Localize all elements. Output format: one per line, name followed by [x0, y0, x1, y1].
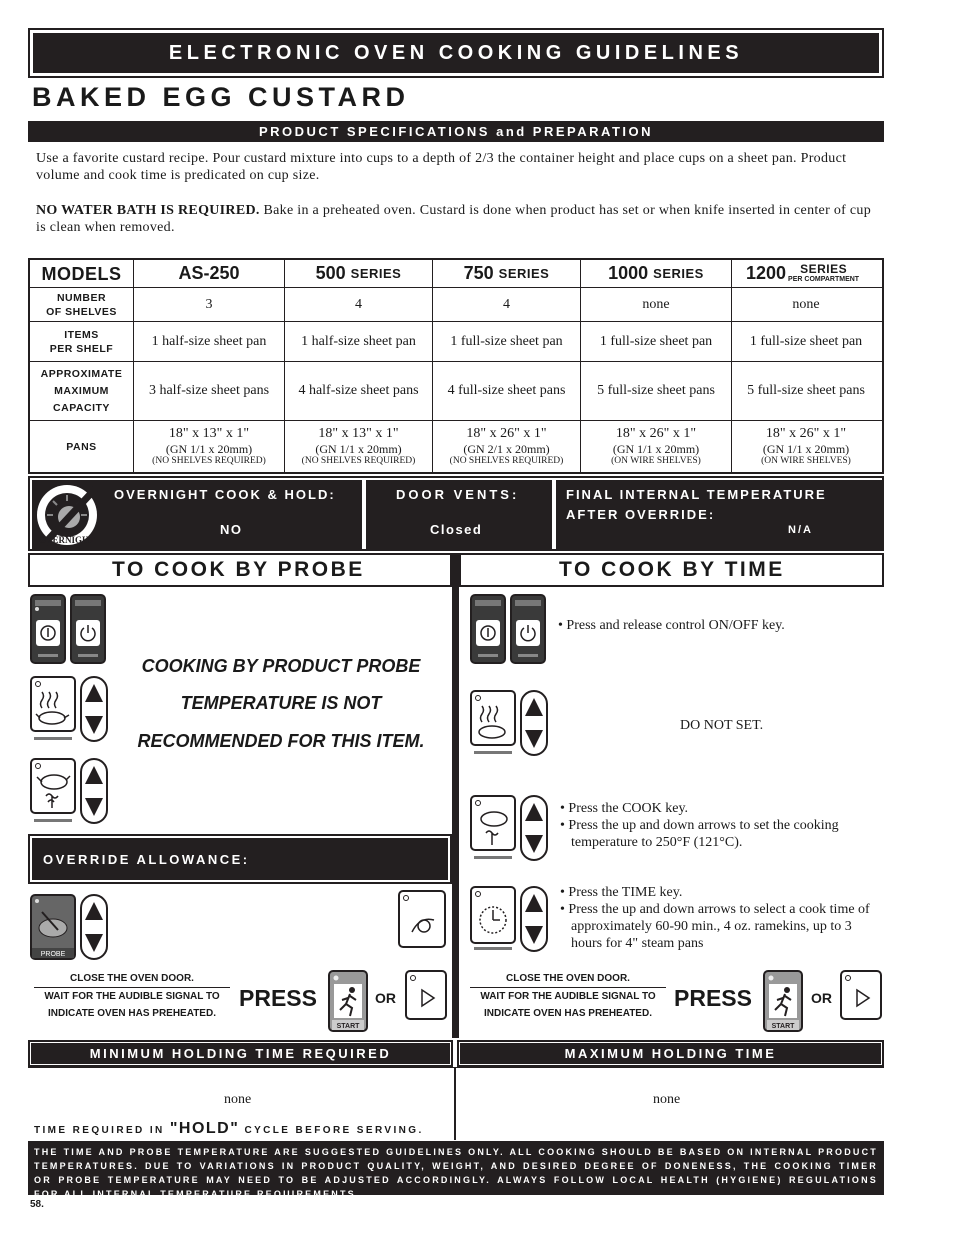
power-on-icon [470, 594, 506, 664]
table-cell: 1 full-size sheet pan [580, 322, 731, 361]
overnight-cook-hold-label: OVERNIGHT COOK & HOLD: [114, 487, 336, 502]
time-step-3: • Press the COOK key. • Press the up and down arrows to set the cooking temperature to 250°F (121°C). [560, 801, 839, 850]
override-allowance-box [28, 834, 452, 884]
models-table [28, 258, 884, 474]
model-header-750: 750 SERIES [432, 260, 580, 287]
guidelines-banner [28, 28, 884, 78]
svg-text:PROBE: PROBE [40, 951, 66, 958]
time-cook-arrows [520, 795, 548, 861]
probe-message-3: RECOMMENDED FOR THIS ITEM. [137, 731, 425, 751]
table-cell: 1 full-size sheet pan [731, 322, 880, 361]
time-play-button[interactable] [840, 970, 882, 1020]
probe-retherm-arrows [80, 676, 108, 742]
down-arrow-icon [85, 716, 103, 734]
play-icon [407, 972, 445, 1018]
table-cell: 5 full-size sheet pans [731, 362, 880, 420]
table-cell: 1 half-size sheet pan [133, 322, 284, 361]
banner-text: ELECTRONIC OVEN COOKING GUIDELINES [33, 33, 879, 73]
rethermalize-icon [30, 676, 76, 732]
final-temp-label-2: AFTER OVERRIDE: [566, 507, 716, 522]
time-press-label: PRESS [674, 985, 752, 1011]
models-label: MODELS [41, 263, 122, 284]
probe-or-label: OR [375, 990, 396, 1006]
table-cell: 4 half-size sheet pans [284, 362, 432, 420]
table-cell: 3 [133, 288, 284, 321]
time-timer-arrows [520, 886, 548, 952]
probe-message-1: COOKING BY PRODUCT PROBE [141, 656, 421, 676]
table-row-capacity [30, 361, 882, 420]
probe-start-button[interactable] [328, 970, 368, 1032]
no-water-bath-note: NO WATER BATH IS REQUIRED. [36, 203, 260, 218]
hold-rule [28, 1067, 884, 1068]
overnight-cook-hold-box [32, 480, 362, 549]
start-runner-icon [765, 972, 801, 1030]
door-vents-box [366, 480, 552, 549]
power-off-icon [510, 594, 546, 664]
door-vents-label: DOOR VENTS: [396, 487, 520, 502]
table-cell: 18" x 13" x 1" (GN 1/1 x 20mm) (NO SHELVES REQUIRED) [133, 421, 284, 472]
table-cell: 18" x 26" x 1" (GN 2/1 x 20mm) (NO SHELVES REQUIRED) [432, 421, 580, 472]
svg-text:START: START [771, 1023, 795, 1030]
thermometer-icon [398, 890, 446, 948]
max-holding-label: MAXIMUM HOLDING TIME [460, 1043, 881, 1064]
table-cell: 1 full-size sheet pan [432, 322, 580, 361]
max-holding-value: none [653, 1092, 681, 1107]
row-label-pans: PANS [66, 440, 97, 453]
play-icon [842, 972, 880, 1018]
time-step-4: • Press the TIME key. • Press the up and down arrows to select a cook time of approximately 60-90 min., 4 oz. ramekins, up to 3 hours for 4" steam pans [560, 885, 870, 951]
final-temp-value: N/A [788, 524, 813, 536]
probe-play-button[interactable] [405, 970, 447, 1020]
time-or-label: OR [811, 990, 832, 1006]
overnight-band [28, 476, 884, 551]
table-row-shelves [30, 287, 882, 321]
min-holding-value: none [224, 1092, 252, 1107]
hold-note: TIME REQUIRED IN "HOLD" CYCLE BEFORE SERVING. [34, 1120, 424, 1137]
override-allowance-label: OVERRIDE ALLOWANCE: [32, 838, 448, 880]
intro-paragraph-1: Use a favorite custard recipe. Pour custard mixture into cups to a depth of 2/3 the container height and place cups on a sheet pan. Product volume and cook time is predicated on cup size. [36, 151, 847, 183]
time-close-door-text: CLOSE THE OVEN DOOR. WAIT FOR THE AUDIBLE SIGNAL TO INDICATE OVEN HAS PREHEATED. [470, 970, 666, 1022]
final-temp-label-1: FINAL INTERNAL TEMPERATURE [566, 487, 827, 502]
probe-message-2: TEMPERATURE IS NOT [180, 693, 382, 713]
page-title: BAKED EGG CUSTARD [32, 82, 410, 112]
table-cell: 1 half-size sheet pan [284, 322, 432, 361]
cook-by-time-header: TO COOK BY TIME [459, 553, 884, 587]
probe-press-label: PRESS [239, 985, 317, 1011]
svg-text:START: START [336, 1023, 360, 1030]
power-off-icon [70, 594, 106, 664]
intro-paragraph-2 [36, 202, 881, 236]
table-cell: 18" x 26" x 1" (GN 1/1 x 20mm) (ON WIRE SHELVES) [580, 421, 731, 472]
row-label-items: ITEMS PER SHELF [49, 328, 114, 355]
spec-section-bar: PRODUCT SPECIFICATIONS and PREPARATION [28, 121, 884, 142]
row-label-shelves: NUMBER OF SHELVES [46, 291, 117, 318]
min-holding-bar [28, 1040, 453, 1067]
table-row-items [30, 321, 882, 361]
max-holding-bar [457, 1040, 884, 1067]
row-label-capacity: APPROXIMATE MAXIMUM CAPACITY [40, 367, 123, 414]
table-cell: 18" x 13" x 1" (GN 1/1 x 20mm) (NO SHELVES REQUIRED) [284, 421, 432, 472]
table-cell: none [580, 288, 731, 321]
model-header-1000: 1000 SERIES [580, 260, 731, 287]
probe-icon [30, 894, 76, 960]
table-cell: 4 [284, 288, 432, 321]
cook-by-probe-header: TO COOK BY PROBE [28, 553, 452, 587]
intro-paragraph-2-rest: Bake in a preheated oven. Custard is done when product has set or when knife inserted in center of cup is clean when removed. [36, 203, 872, 235]
time-step-2: DO NOT SET. [680, 718, 764, 733]
min-holding-label: MINIMUM HOLDING TIME REQUIRED [31, 1043, 450, 1064]
cook-chicken-icon [30, 758, 76, 814]
power-on-icon [30, 594, 66, 664]
probe-close-door-text: CLOSE THE OVEN DOOR. WAIT FOR THE AUDIBLE SIGNAL TO INDICATE OVEN HAS PREHEATED. [34, 970, 230, 1022]
overnight-moon-icon [33, 481, 103, 548]
table-row-pans [30, 420, 882, 472]
table-cell: 5 full-size sheet pans [580, 362, 731, 420]
table-cell: 18" x 26" x 1" (GN 1/1 x 20mm) (ON WIRE SHELVES) [731, 421, 880, 472]
up-arrow-icon [85, 684, 103, 702]
overnight-cook-hold-value: NO [220, 522, 243, 537]
disclaimer: THE TIME AND PROBE TEMPERATURE ARE SUGGESTED GUIDELINES ONLY. ALL COOKING SHOULD BE BASED ON INTERNAL PRODUCT TEMPERATURES. DUE TO VARIATIONS IN PRODUCT QUALITY, WEIGHT, AND DESIRED DEGREE OF DONENESS, THE COOKING TIMER OR PROBE TEMPERATURE MAY NEED TO BE ADJUSTED ACCORDINGLY. ALWAYS FOLLOW LOCAL HEALTH (HYGIENE) REGULATIONS FOR ALL INTERNAL TEMPERATURE REQUIREMENTS. [28, 1141, 884, 1195]
model-header-500: 500 SERIES [284, 260, 432, 287]
model-header-1200: 1200 SERIES PER COMPARTMENT [731, 260, 880, 287]
rethermalize-icon [470, 690, 516, 746]
hold-divider [454, 1068, 456, 1140]
table-cell: 4 [432, 288, 580, 321]
time-step-1: • Press and release control ON/OFF key. [558, 618, 785, 633]
table-cell: none [731, 288, 880, 321]
cook-chicken-icon [470, 795, 516, 851]
table-header-row [30, 260, 882, 287]
column-divider [452, 553, 459, 1038]
svg-text:OVERNIGHT: OVERNIGHT [38, 535, 96, 545]
final-temp-box [556, 480, 882, 549]
time-start-button[interactable] [763, 970, 803, 1032]
table-cell: 4 full-size sheet pans [432, 362, 580, 420]
door-vents-value: Closed [430, 522, 483, 537]
time-retherm-arrows [520, 690, 548, 756]
probe-override-arrows [80, 894, 108, 960]
page-number: 58. [30, 1199, 44, 1210]
model-header-as250: AS-250 [133, 260, 284, 287]
probe-cook-arrows [80, 758, 108, 824]
start-runner-icon [330, 972, 366, 1030]
table-cell: 3 half-size sheet pans [133, 362, 284, 420]
timer-icon [470, 886, 516, 944]
